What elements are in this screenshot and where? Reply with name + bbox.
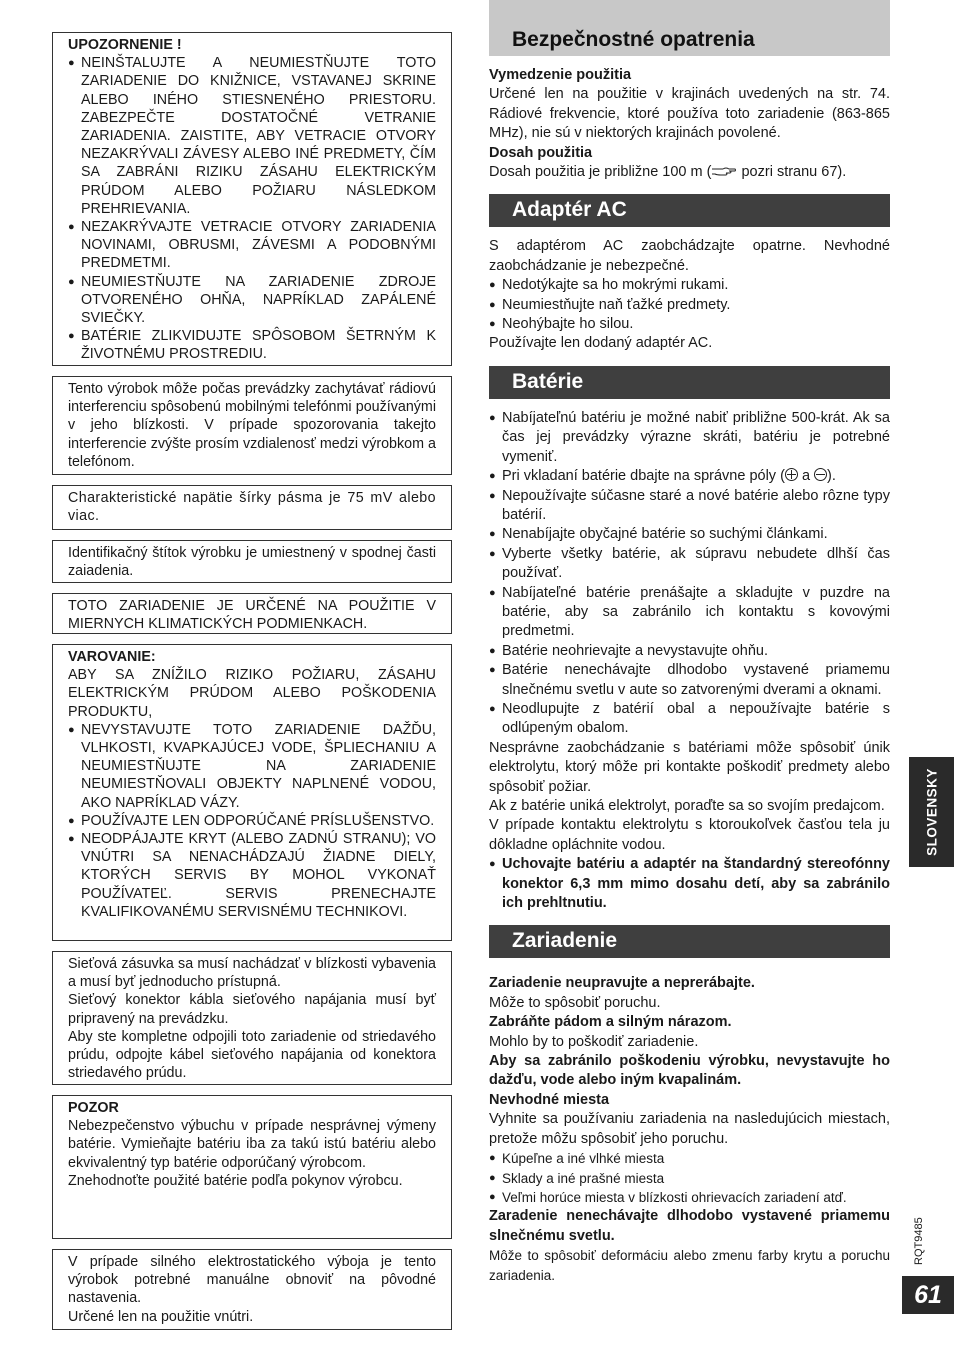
right-column	[489, 0, 890, 1285]
section-heading-adapter	[489, 194, 890, 227]
caution-title: POZOR	[68, 1100, 119, 1116]
list-item: ● POUŽÍVAJTE LEN ODPORÚČANÉ PRÍSLUŠENSTVO.	[68, 812, 436, 830]
list-item: ● Neodlupujte z batérií obal a nepoužívajte batérie s odlúpeným obalom.	[489, 700, 890, 739]
list-item: ● Vyberte všetky batérie, ak súpravu nebudete dlhší čas používať.	[489, 545, 890, 584]
warning-box	[52, 32, 452, 366]
text-part: a	[797, 468, 815, 485]
page-number: 61	[902, 1276, 954, 1314]
label-text: Identifikačný štítok výrobku je umiestnený v spodnej časti zaiadenia.	[68, 545, 436, 580]
pointing-hand-icon	[711, 165, 737, 177]
caution-box	[52, 1095, 452, 1239]
list-item: ● Sklady a iné prašné miesta	[489, 1169, 890, 1188]
paragraph: Ak z batérie uniká elektrolyt, poraďte sa so svojím predajcom.	[489, 798, 885, 814]
socket-text: Sieťový konektor kábla sieťového napájania musí byť pripravený na prevádzku.	[68, 992, 436, 1027]
list-item	[489, 467, 890, 486]
subheading: Zariadenie neupravujte a neprerábajte.	[489, 975, 755, 992]
safety-section	[489, 66, 890, 182]
caution-text: Znehodnoťte použité batérie podľa pokynov výrobcu.	[68, 1172, 403, 1189]
list-item: ● Uchovajte batériu a adaptér na štandardný stereofónny konektor 6,3 mm mimo dosahu detí, aby sa zabránilo ich prehltnutiu.	[489, 855, 890, 913]
paragraph: Môže to spôsobiť deformáciu alebo zmenu farby krytu a poruchu zariadenia.	[489, 1248, 890, 1283]
subheading: Zaradenie nenechávajte dlhodobo vystavené priamemu slnečnému svetlu.	[489, 1208, 890, 1244]
section-heading-safety	[489, 0, 890, 56]
caution-text: Nebezpečenstvo výbuchu v prípade nesprávnej výmeny batérie. Vymieňajte batériu iba za takú istú batériu alebo ekvivalentný typ batérie odporúčaný výrobcom.	[68, 1118, 436, 1171]
list-item: ● Nabíjateľné batérie prenášajte a skladujte v puzdre na batérie, aby sa zabránilo ich kontaktu s kovovými predmetmi.	[489, 584, 890, 642]
interference-box	[52, 376, 452, 475]
heading-text: Zariadenie	[512, 929, 618, 953]
voltage-text: Charakteristické napätie šírky pásma je 75 mV alebo viac.	[68, 490, 436, 525]
paragraph: S adaptérom AC zaobchádzajte opatrne. Nevhodné zaobchádzanie je nebezpečné.	[489, 238, 890, 274]
battery-bold-list	[489, 855, 890, 913]
battery-list	[489, 409, 890, 739]
paragraph: Mohlo by to poškodiť zariadenie.	[489, 1033, 699, 1050]
paragraph	[489, 163, 890, 182]
adapter-section	[489, 237, 890, 353]
adapter-list	[489, 276, 890, 334]
list-item: ● BATÉRIE ZLIKVIDUJTE SPÔSOBOM ŠETRNÝM K ŽIVOTNÉMU PROSTREDIU.	[68, 327, 436, 363]
list-item: ● NEUMIESTŇUJTE NA ZARIADENIE ZDROJE OTVORENÉHO OHŇA, NAPRÍKLAD ZAPÁLENÉ SVIEČKY.	[68, 273, 436, 328]
subheading: Aby sa zabránilo poškodeniu výrobku, nevystavujte ho dažďu, vode alebo iným kvapalinám.	[489, 1053, 890, 1089]
esd-text: Určené len na použitie vnútri.	[68, 1308, 254, 1325]
heading-text: Batérie	[512, 369, 584, 393]
device-section	[489, 968, 890, 1285]
climate-text: TOTO ZARIADENIE JE URČENÉ NA POUŽITIE V MIERNYCH KLIMATICKÝCH PODMIENKACH.	[68, 598, 436, 633]
list-item: ● Nabíjateľnú batériu je možné nabiť približne 500-krát. Ak sa čas jej prevádzky výrazne skráti, batériu je potrebné vymeniť.	[489, 409, 890, 467]
left-column	[52, 32, 452, 1340]
socket-text: Sieťová zásuvka sa musí nachádzať v blízkosti vybavenia a musí byť jednoducho prístupná.	[68, 956, 436, 991]
subheading: Zabráňte pádom a silným nárazom.	[489, 1014, 732, 1031]
varovanie-box	[52, 644, 452, 941]
paragraph: Určené len na použitie v krajinách uvedených na str. 74. Rádiové frekvencie, ktoré používa toto zariadenie (863-865 MHz), nie sú v niektorých krajinách povolené.	[489, 86, 890, 142]
list-item: ● Nepoužívajte súčasne staré a nové batérie alebo rôzne typy batérií.	[489, 487, 890, 526]
list-item: ● Kúpeľne a iné vlhké miesta	[489, 1149, 890, 1168]
plus-pole-icon	[785, 468, 798, 481]
climate-box	[52, 593, 452, 634]
voltage-box	[52, 485, 452, 530]
subheading: Nevhodné miesta	[489, 1091, 610, 1108]
paragraph: Vyhnite sa používaniu zariadenia na nasledujúcich miestach, pretože môžu spôsobiť jeho poruchu.	[489, 1111, 890, 1147]
varovanie-intro: ABY SA ZNÍŽILO RIZIKO POŽIARU, ZÁSAHU ELEKTRICKÝM PRÚDOM ALEBO POŠKODENIA PRODUKTU,	[68, 667, 436, 720]
text-part: ).	[827, 468, 836, 485]
subheading: Dosah použitia	[489, 144, 593, 161]
list-item: ● Veľmi horúce miesta v blízkosti ohrievacích zariadení atď.	[489, 1188, 890, 1207]
list-item: ● Neumiestňujte naň ťažké predmety.	[489, 296, 890, 315]
places-list	[489, 1149, 890, 1207]
battery-section	[489, 409, 890, 914]
socket-box	[52, 951, 452, 1085]
varovanie-title: VAROVANIE:	[68, 649, 156, 665]
language-tab	[909, 757, 954, 867]
heading-text: Adaptér AC	[512, 198, 627, 222]
heading-text: Bezpečnostné opatrenia	[512, 28, 755, 51]
esd-text: V prípade silného elektrostatického výboja je tento výrobok potrebné manuálne obnoviť na pôvodné nastavenia.	[68, 1254, 436, 1307]
list-item: ● NEINŠTALUJTE A NEUMIESTŇUJTE TOTO ZARIADENIE DO KNIŽNICE, VSTAVANEJ SKRINE ALEBO INÉHO STIESNENÉHO PRIESTORU. ZABEZPEČTE DOSTATOČNÉ VETRANIE ZARIADENIA. ZAISTITE, ABY VETRACIE OTVORY NEZAKRÝVALI ZÁVESY ALEBO INÉ PREDMETY, ČÍM SA ZABRÁNI RIZIKU ZÁSAHU ELEKTRICKÝM PRÚDOM ALEBO POŽIARU NÁSLEDKOM PREHRIEVANIA.	[68, 54, 436, 218]
list-item: ● NEZAKRÝVAJTE VETRACIE OTVORY ZARIADENIA NOVINAMI, OBRUSMI, ZÁVESMI A PODOBNÝMI PREDMETMI.	[68, 218, 436, 273]
list-item: ● Nedotýkajte sa ho mokrými rukami.	[489, 276, 890, 295]
section-heading-battery	[489, 366, 890, 399]
list-item: ● Batérie neohrievajte a nevystavujte ohňu.	[489, 642, 890, 661]
paragraph: Používajte len dodaný adaptér AC.	[489, 335, 713, 352]
socket-text: Aby ste kompletne odpojili toto zariadenie od striedavého prúdu, odpojte kábel sieťového napájania od konektora striedavého prúdu.	[68, 1028, 436, 1082]
list-item: ● Nenabíjajte obyčajné batérie so suchými článkami.	[489, 525, 890, 544]
warning-title: UPOZORNENIE !	[68, 37, 182, 53]
text-part: pozri stranu 67).	[737, 164, 847, 181]
varovanie-list	[68, 721, 436, 921]
list-item: ● NEODPÁJAJTE KRYT (ALEBO ZADNÚ STRANU); VO VNÚTRI SA NENACHÁDZAJÚ ŽIADNE DIELY, KTORÝCH SERVIS BY MOHOL VYKONAŤ POUŽÍVATEĽ. SERVIS PRENECHAJTE KVALIFIKOVANÉMU SERVISNÉMU TECHNIKOVI.	[68, 830, 436, 921]
list-item: ● NEVYSTAVUJTE TOTO ZARIADENIE DAŽĎU, VLHKOSTI, KVAPKAJÚCEJ VODE, ŠPLIECHANIU A NEUMIESTŇUJTE NA ZARIADENIE NEUMIESTŇOVALI OBJEKTY NAPLNENÉ VODOU, AKO NAPRÍKLAD VÁZY.	[68, 721, 436, 812]
label-box	[52, 540, 452, 583]
warning-list	[68, 54, 436, 363]
section-heading-device	[489, 925, 890, 958]
document-code: RQT9485	[913, 1217, 925, 1265]
text-part: Dosah použitia je približne 100 m (	[489, 164, 712, 181]
paragraph: Môže to spôsobiť poruchu.	[489, 994, 661, 1011]
minus-pole-icon	[814, 468, 827, 481]
text-part: Pri vkladaní batérie dbajte na správne póly (	[502, 468, 785, 485]
list-item: ● Neohýbajte ho silou.	[489, 315, 890, 334]
language-tab-label: SLOVENSKY	[924, 768, 939, 856]
list-item: ● Batérie nenechávajte dlhodobo vystavené priamemu slnečnému svetlu v aute so zatvorenými dverami a oknami.	[489, 661, 890, 700]
paragraph: Nesprávne zaobchádzanie s batériami môže spôsobiť únik elektrolytu, ktorý môže pri kontakte poškodiť predmety alebo spôsobiť požiar.	[489, 739, 890, 795]
paragraph: V prípade kontaktu elektrolytu s ktoroukoľvek časťou tela ju dôkladne opláchnite vodou.	[489, 817, 890, 853]
interference-text: Tento výrobok môže počas prevádzky zachytávať rádiovú interferenciu spôsobenú mobilnými telefónmi používanými v jeho blízkosti. V prípade spozorovania takejto interferencie zvýšte prosím vzdialenosť medzi výrobkom a telefónom.	[68, 381, 436, 470]
subheading: Vymedzenie použitia	[489, 67, 632, 83]
esd-box	[52, 1249, 452, 1330]
